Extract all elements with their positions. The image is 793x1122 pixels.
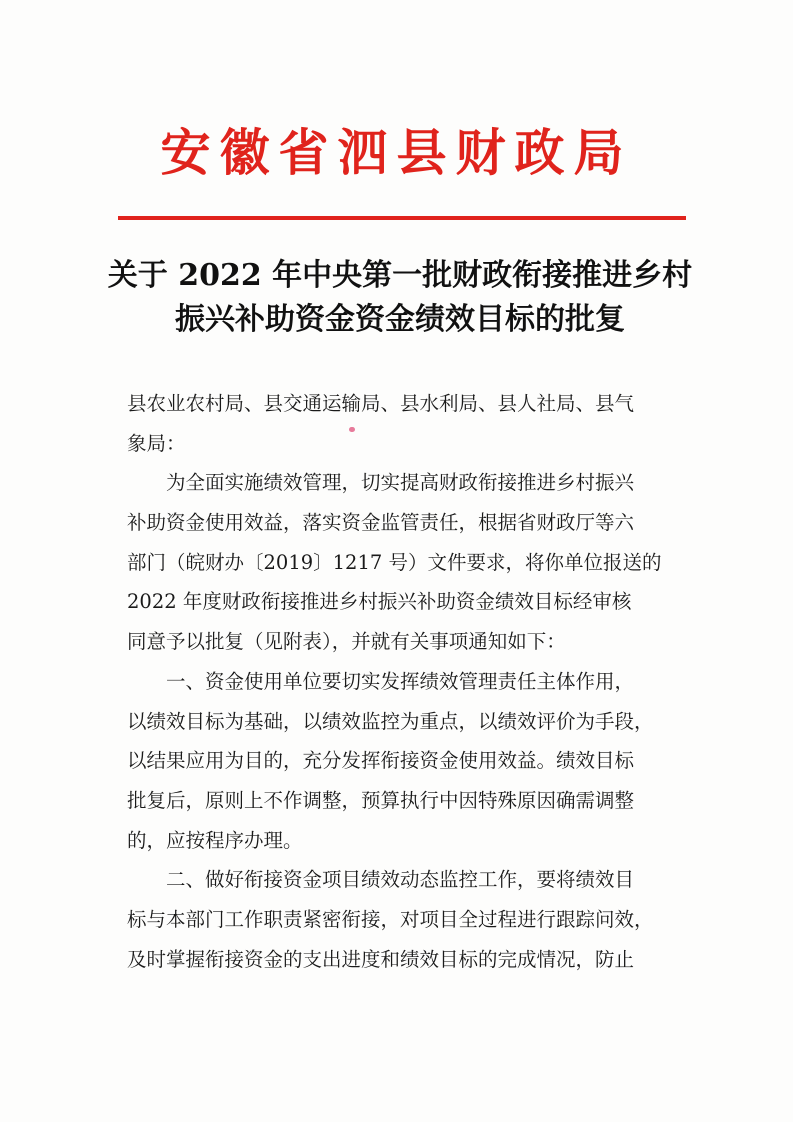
agency-header: 安徽省泗县财政局 bbox=[160, 123, 633, 182]
paragraph-2-line-4: 批复后，原则上不作调整，预算执行中因特殊原因确需调整 bbox=[127, 788, 635, 812]
paragraph-3-line-2: 标与本部门工作职责紧密衔接，对项目全过程进行跟踪问效， bbox=[127, 907, 654, 931]
red-divider bbox=[118, 216, 686, 220]
paragraph-2-line-3: 以结果应用为目的，充分发挥衔接资金使用效益。绩效目标 bbox=[127, 749, 635, 773]
addressee-line-1: 县农业农村局、县交通运输局、县水利局、县人社局、县气 bbox=[127, 392, 635, 415]
paragraph-2-line-2: 以绩效目标为基础，以绩效监控为重点，以绩效评价为手段， bbox=[127, 709, 654, 733]
title-line-1: 关于 2022 年中央第一批财政衔接推进乡村 bbox=[107, 258, 693, 293]
document-title bbox=[100, 254, 700, 342]
paragraph-1-line-5: 同意予以批复（见附表），并就有关事项通知如下： bbox=[127, 630, 566, 654]
paragraph-2-line-5: 的，应按程序办理。 bbox=[127, 828, 303, 852]
paragraph-1-line-3: 部门（皖财办〔2019〕1217 号）文件要求，将你单位报送的 bbox=[127, 550, 662, 574]
paragraph-1-line-2: 补助资金使用效益，落实资金监管责任，根据省财政厅等六 bbox=[127, 511, 635, 535]
paragraph-3-line-1: 二、做好衔接资金项目绩效动态监控工作，要将绩效目 bbox=[166, 868, 635, 892]
paragraph-2-line-1: 一、资金使用单位要切实发挥绩效管理责任主体作用， bbox=[166, 669, 635, 693]
paragraph-1-line-4: 2022 年度财政衔接推进乡村振兴补助资金绩效目标经审核 bbox=[127, 590, 632, 614]
title-line-2: 振兴补助资金资金绩效目标的批复 bbox=[175, 302, 625, 337]
paragraph-1-line-1: 为全面实施绩效管理，切实提高财政衔接推进乡村振兴 bbox=[166, 471, 635, 495]
document-body bbox=[127, 384, 687, 979]
addressee-line-2: 象局： bbox=[127, 431, 186, 455]
paragraph-3-line-3: 及时掌握衔接资金的支出进度和绩效目标的完成情况，防止 bbox=[127, 947, 635, 971]
